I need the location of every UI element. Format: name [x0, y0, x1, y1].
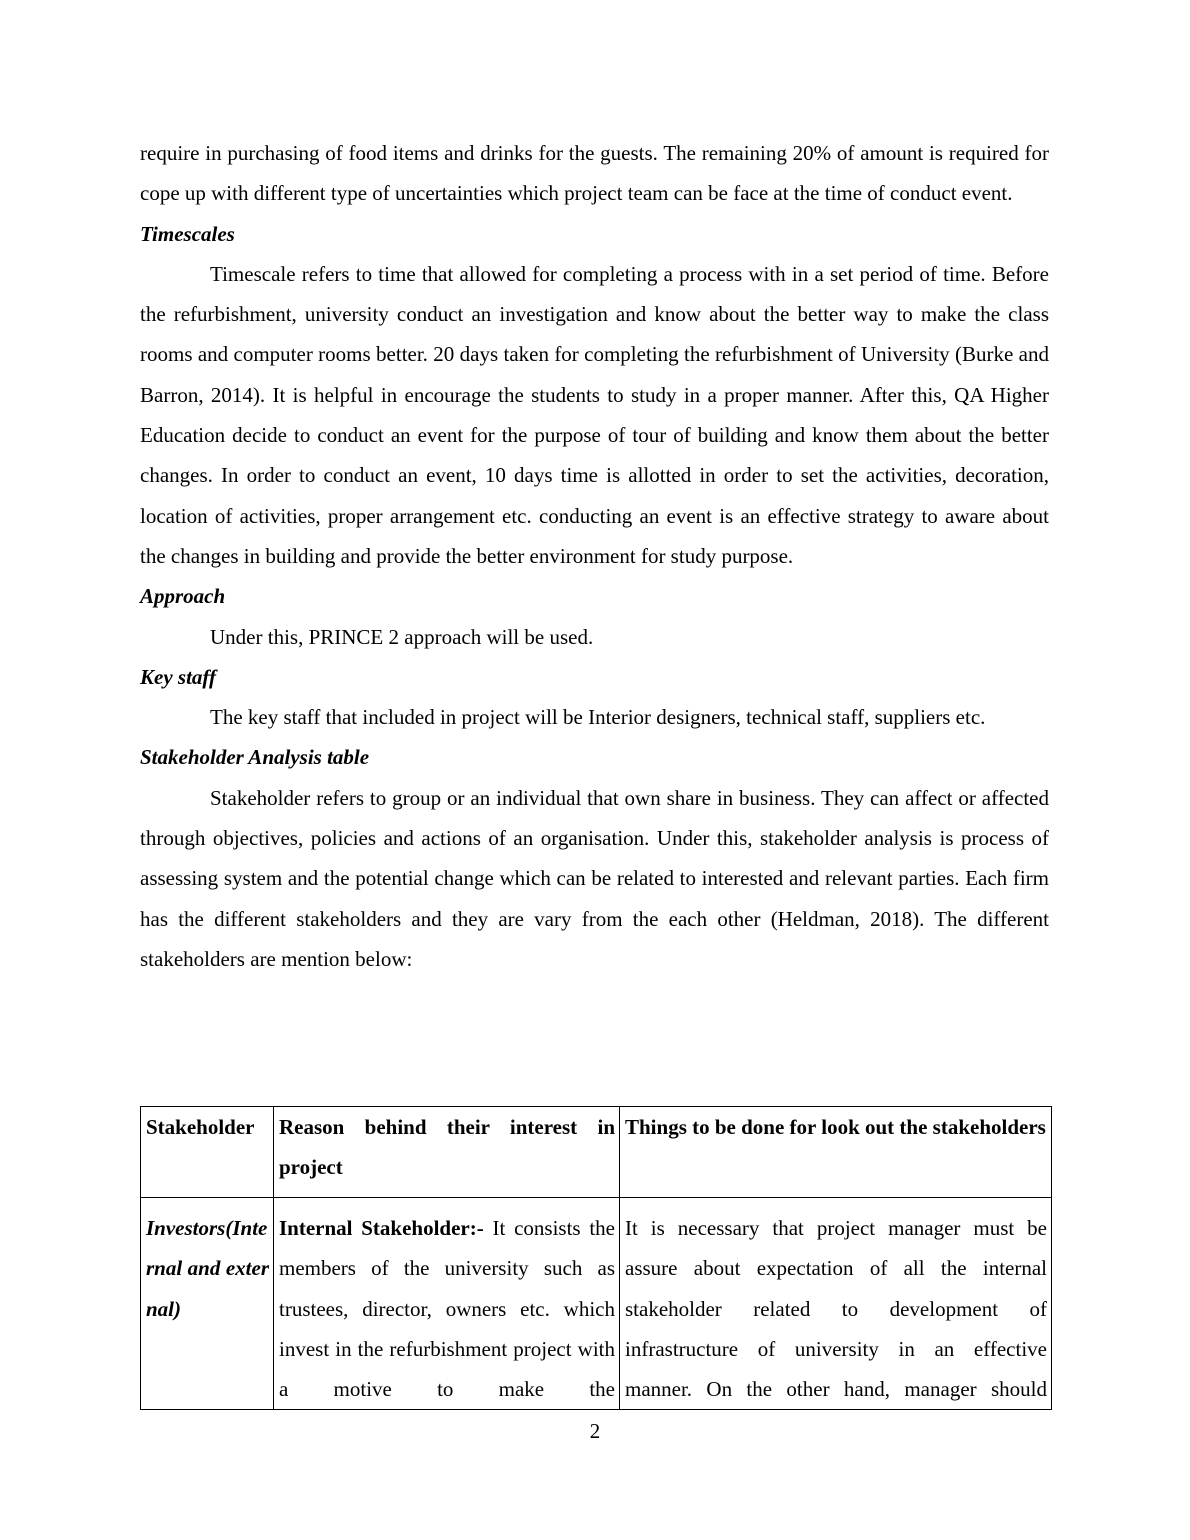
table-header-row — [141, 1107, 1052, 1198]
timescales-heading: Timescales — [140, 221, 235, 246]
key-staff-heading: Key staff — [140, 664, 217, 689]
approach-paragraph: Under this, PRINCE 2 approach will be used. — [210, 624, 594, 649]
intro-paragraph: require in purchasing of food items and drinks for the guests. The remaining 20% of amount is required for cope up with different type of uncertainties which project team can be face at the time of conduct event. — [140, 141, 1049, 206]
header-stakeholder: Stakeholder — [141, 1107, 274, 1198]
header-things: Things to be done for look out the stakeholders — [620, 1107, 1052, 1198]
page-number: 2 — [589, 1419, 601, 1443]
header-reason: Reason behind their interest in project — [274, 1107, 620, 1198]
cell-reason-investors — [274, 1198, 620, 1410]
internal-stakeholder-text: It consists the members of the university such as trustees, director, owners etc. which invest in the refurbishment project with a motive to make the — [279, 1216, 615, 1402]
table-row — [141, 1198, 1052, 1410]
key-staff-paragraph: The key staff that included in project will be Interior designers, technical staff, suppliers etc. — [210, 705, 986, 730]
cell-things-investors: It is necessary that project manager must be assure about expectation of all the internal stakeholder related to development of infrastructure of university in an effective manner. On the other hand, manager should — [620, 1198, 1052, 1410]
internal-stakeholder-label: Internal Stakeholder:- — [279, 1216, 484, 1240]
document-body — [140, 133, 1049, 979]
stakeholder-analysis-paragraph: Stakeholder refers to group or an individual that own share in business. They can affect or affected through objectives, policies and actions of an organisation. Under this, stakeholder analysis is process of assessing system and the potential change which can be related to interested and relevant parties. Each firm has the different stakeholders and they are vary from the each other (Heldman, 2018). The different stakeholders are mention below: — [140, 785, 1049, 971]
approach-heading: Approach — [140, 584, 226, 609]
timescales-paragraph: Timescale refers to time that allowed for completing a process with in a set period of time. Before the refurbishment, university conduct an investigation and know about the better way to make the class rooms and computer rooms better. 20 days taken for completing the refurbishment of University (Burke and Barron, 2014). It is helpful in encourage the students to study in a proper manner. After this, QA Higher Education decide to conduct an event for the purpose of tour of building and know them about the better changes. In order to conduct an event, 10 days time is allotted in order to set the activities, decoration, location of activities, proper arrangement etc. conducting an event is an effective strategy to aware about the changes in building and provide the better environment for study purpose. — [140, 261, 1049, 568]
cell-stakeholder-investors: Investors(Internal and external) — [141, 1198, 274, 1410]
stakeholder-table — [140, 1106, 1052, 1410]
stakeholder-analysis-heading: Stakeholder Analysis table — [140, 745, 370, 770]
